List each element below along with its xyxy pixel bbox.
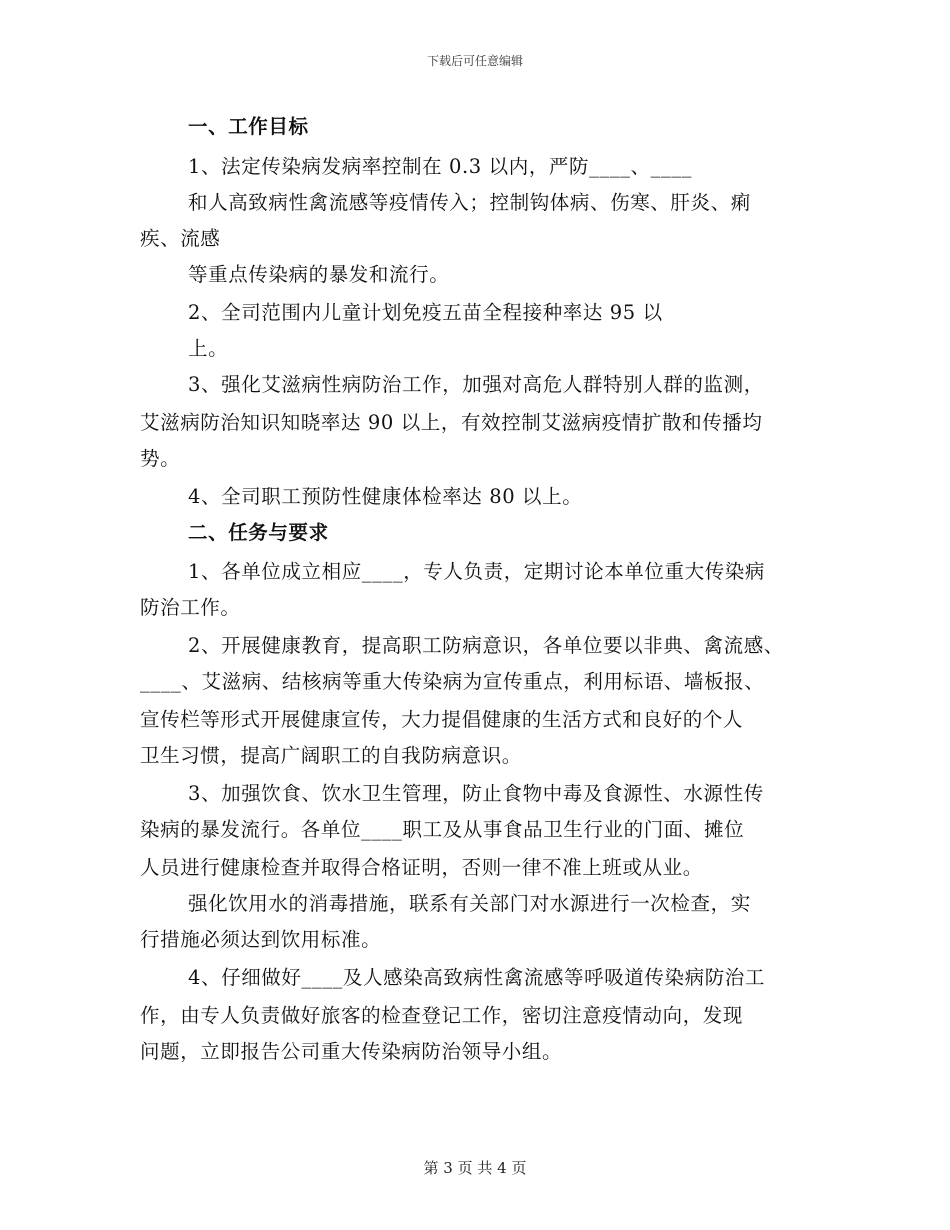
page-header: 下载后可任意编辑 <box>426 54 523 68</box>
paragraph-line: 上。 <box>188 337 229 360</box>
paragraph-line: 1、各单位成立相应____，专人负责，定期讨论本单位重大传染病 <box>188 560 766 583</box>
paragraph-line: 4、全司职工预防性健康体检率达 80 以上。 <box>188 485 583 508</box>
paragraph-line: 2、全司范围内儿童计划免疫五苗全程接种率达 95 以 <box>188 301 663 324</box>
paragraph-line: 疾、流感 <box>140 227 221 250</box>
page-footer: 第 3 页 共 4 页 <box>423 1159 527 1177</box>
paragraph-line: 问题，立即报告公司重大传染病防治领导小组。 <box>140 1040 563 1063</box>
paragraph-line: 和人高致病性禽流感等疫情传入；控制钩体病、伤寒、肝炎、痢 <box>188 191 751 214</box>
paragraph-line: 2、开展健康教育，提高职工防病意识，各单位要以非典、禽流感、 <box>188 634 784 657</box>
paragraph-line: 人员进行健康检查并取得合格证明，否则一律不准上班或从业。 <box>140 856 703 879</box>
heading-tasks-requirements: 二、任务与要求 <box>188 521 329 544</box>
heading-work-goals: 一、工作目标 <box>188 115 309 138</box>
paragraph-line: 4、仔细做好____及人感染高致病性禽流感等呼吸道传染病防治工 <box>188 966 766 989</box>
paragraph-line: 宣传栏等形式开展健康宣传，大力提倡健康的生活方式和良好的个人 <box>140 708 744 731</box>
paragraph-line: ____、艾滋病、结核病等重大传染病为宣传重点，利用标语、墙板报、 <box>140 670 765 693</box>
paragraph-line: 染病的暴发流行。各单位____职工及从事食品卫生行业的门面、摊位 <box>140 818 745 841</box>
paragraph-line: 势。 <box>140 447 181 470</box>
paragraph-line: 艾滋病防治知识知晓率达 90 以上，有效控制艾滋病疫情扩散和传播均 <box>140 411 763 434</box>
paragraph-line: 3、强化艾滋病性病防治工作，加强对高危人群特别人群的监测， <box>188 373 764 396</box>
paragraph-line: 作，由专人负责做好旅客的检查登记工作，密切注意疫情动向，发现 <box>140 1004 744 1027</box>
paragraph-line: 防治工作。 <box>140 596 241 619</box>
paragraph-line: 行措施必须达到饮用标准。 <box>140 928 382 951</box>
paragraph-line: 3、加强饮食、饮水卫生管理，防止食物中毒及食源性、水源性传 <box>188 782 764 805</box>
paragraph-line: 等重点传染病的暴发和流行。 <box>188 263 450 286</box>
paragraph-line: 1、法定传染病发病率控制在 0.3 以内，严防____、____ <box>188 155 693 178</box>
paragraph-line: 卫生习惯，提高广阔职工的自我防病意识。 <box>140 744 522 767</box>
paragraph-line: 强化饮用水的消毒措施，联系有关部门对水源进行一次检查，实 <box>188 892 751 915</box>
